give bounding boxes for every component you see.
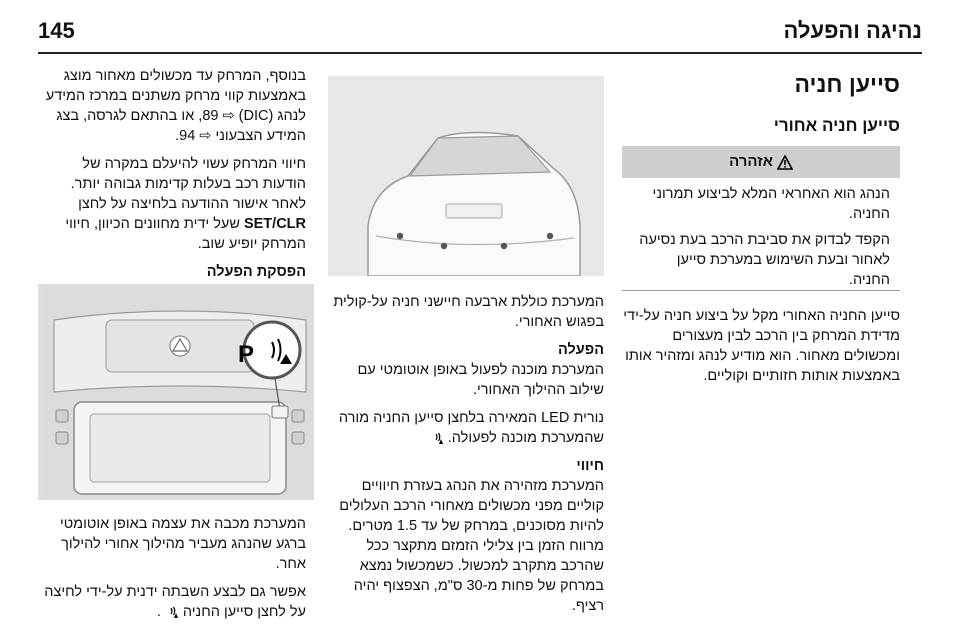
distance-info-after: שעל ידית מחוונים הכיוון, חיווי המרחק יופיע שוב.	[65, 216, 306, 252]
svg-text:P: P	[237, 341, 254, 368]
header-divider	[38, 52, 922, 54]
distance-info-before: חיווי המרחק עשוי להיעלם במקרה של הודעות רכב בעלות קדימות גבוהה יותר. לאחר אישור ההודעה בלחיצה על לחצן	[70, 156, 306, 212]
distance-display-text: בנוסף, המרחק עד מכשולים מאחור מוצג באמצעות קווי מרחק משתנים במרכז המידע לנהג (DIC) ⇨ 89, או בהתאם לגרסה, בצג המידע הצבעוני ⇨ 94.	[45, 68, 306, 144]
sensor-dot	[397, 233, 403, 239]
led-text	[328, 408, 604, 448]
warning-title: אזהרה	[729, 153, 773, 170]
sensor-dot	[501, 243, 507, 249]
warning-header	[622, 146, 900, 178]
page-header	[38, 12, 922, 56]
set-clr-label: SET/CLR	[243, 216, 306, 232]
manual-deactivation-content: אפשר גם לבצע השבתה ידנית על-ידי לחיצה על לחצן סייען החניה	[44, 584, 306, 620]
car-rear-drawing	[328, 76, 604, 276]
deactivation-text	[38, 514, 306, 630]
led-text-content: נורית LED המאירה בלחצן סייען החניה מורה שהמערכת מוכנה לפעולה.	[338, 410, 604, 446]
dashboard-button-illustration	[38, 284, 314, 500]
signal-text: המערכת מזהירה את הנהג בעזרת חיוויים קוליים מפני מכשולים מאחורי הרכב העלולים להיות מסוכנים, במרחק של עד 1.5 מטרים. מרווח הזמן בין צלילי הזמזם מתקצר ככל שהרכב מתקרב למכשול. כשמכשול נמצא במרחק של פחות מ-30 ס"מ, הצפצוף יהיה רציף.	[339, 478, 604, 614]
middle-text	[328, 292, 604, 624]
warning-paragraph-1: הנהג הוא האחראי המלא לביצוע תמרוני החניה.	[652, 186, 890, 222]
section-title: סייען חניה	[794, 71, 900, 97]
warning-box	[622, 146, 900, 291]
warning-paragraph-2: הקפד לבדוק את סביבת הרכב בעת נסיעה לאחור ובעת השימוש במערכת סייען החניה.	[639, 232, 890, 288]
manual-deactivation-text: אפשר גם לבצע השבתה ידנית על-ידי לחיצה על לחצן סייען החניה .	[44, 584, 306, 620]
warning-triangle-icon	[777, 155, 793, 170]
activation-text: המערכת מוכנה לפעול באופן אוטומטי עם שילוב ההילוך האחורי.	[357, 362, 604, 398]
deactivation-title: הפסקת הפעלה	[206, 264, 306, 280]
warning-body	[622, 178, 900, 290]
signal-title: חיווי	[576, 458, 604, 474]
distance-info-text	[38, 154, 306, 254]
chapter-title: נהיגה והפעלה	[783, 18, 922, 43]
dashboard-drawing	[46, 284, 314, 500]
subsection-title: סייען חניה אחורי	[773, 116, 900, 135]
system-description: סייען החניה האחורי מקל על ביצוע חניה על-ידי מדידת המרחק בין הרכב לבין מעצורים ומכשולים מאחור. הוא מודיע לנהג ומזהיר אותו באמצעות אותות חזותיים וקוליים.	[623, 308, 900, 384]
rear-bumper-sensors-illustration	[328, 76, 604, 276]
page-number: 145	[38, 18, 75, 43]
sensor-dot	[547, 233, 553, 239]
sensor-dot	[441, 243, 447, 249]
auto-deactivation-text: המערכת מכבה את עצמה באופן אוטומטי ברגע שהנהג מעביר מהילוך אחורי להילוך אחר.	[59, 516, 306, 572]
sensors-intro: המערכת כוללת ארבעה חיישני חניה על-קולית בפגוש האחורי.	[333, 294, 604, 330]
park-assist-icon	[161, 604, 179, 619]
activation-title: הפעלה	[557, 342, 604, 358]
park-assist-icon	[426, 430, 444, 445]
left-text	[38, 66, 306, 282]
